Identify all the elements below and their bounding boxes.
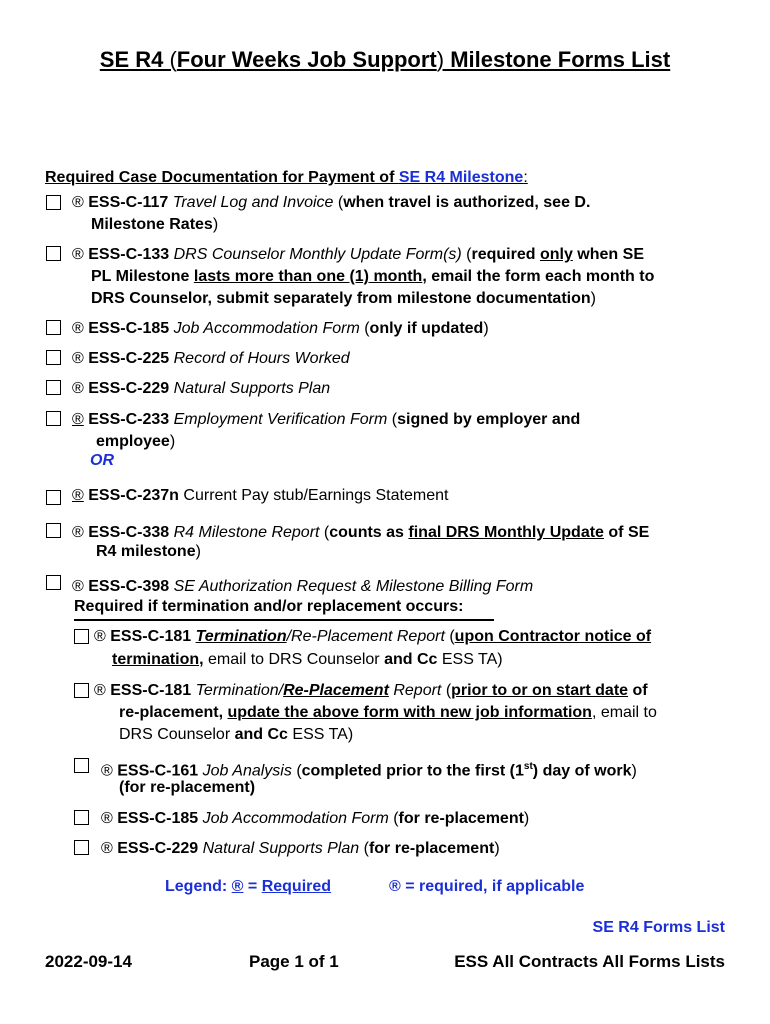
legend: Legend: ® = Required <box>165 878 332 895</box>
or-label: OR <box>90 452 114 469</box>
divider <box>74 619 494 621</box>
checkbox-c181-replacement[interactable] <box>74 683 89 698</box>
checkbox-c181-termination[interactable] <box>74 629 89 644</box>
checkbox-c161[interactable] <box>74 758 89 773</box>
item-c185: ® ESS-C-185 Job Accommodation Form (only if updated) <box>72 320 489 337</box>
section-header: Required Case Documentation for Payment of SE R4 Milestone: <box>45 169 528 186</box>
legend-applicable: ® = required, if applicable <box>389 878 585 895</box>
checkbox-c133[interactable] <box>46 246 61 261</box>
item-c229: ® ESS-C-229 Natural Supports Plan <box>72 380 331 397</box>
footer-list-name: SE R4 Forms List <box>592 919 725 936</box>
checkbox-c117[interactable] <box>46 195 61 210</box>
item-c117: ® ESS-C-117 Travel Log and Invoice (when travel is authorized, see D. <box>72 194 591 211</box>
item-c161: ® ESS-C-161 Job Analysis (completed prior to the first (1st) day of work) <box>101 761 637 780</box>
footer-page-number: Page 1 of 1 <box>249 952 339 971</box>
replacement-subheading: Required if termination and/or replacement occurs: <box>74 598 464 615</box>
item-c233: ® ESS-C-233 Employment Verification Form (signed by employer and <box>72 411 581 428</box>
item-c398: ® ESS-C-398 SE Authorization Request & Milestone Billing Form <box>72 578 534 595</box>
item-c229-replacement: ® ESS-C-229 Natural Supports Plan (for re-placement) <box>101 840 500 857</box>
milestone-link[interactable]: SE R4 Milestone <box>398 169 524 186</box>
checkbox-c185[interactable] <box>46 320 61 335</box>
item-c133: ® ESS-C-133 DRS Counselor Monthly Update Form(s) (required only when SE <box>72 246 644 263</box>
footer-series: ESS All Contracts All Forms Lists <box>454 952 725 971</box>
checkbox-c237n[interactable] <box>46 490 61 505</box>
checkbox-c229-replacement[interactable] <box>74 840 89 855</box>
item-c185-replacement: ® ESS-C-185 Job Accommodation Form (for re-placement) <box>101 810 530 827</box>
item-c181-replacement: ® ESS-C-181 Termination/Re-Placement Report (prior to or on start date of <box>94 682 648 699</box>
footer-date: 2022-09-14 <box>45 952 132 971</box>
page-title: SE R4 (Four Weeks Job Support) Milestone Forms List <box>99 47 671 72</box>
checkbox-c233[interactable] <box>46 411 61 426</box>
checkbox-c229[interactable] <box>46 380 61 395</box>
checkbox-c185-replacement[interactable] <box>74 810 89 825</box>
item-c338: ® ESS-C-338 R4 Milestone Report (counts as final DRS Monthly Update of SE <box>72 524 650 541</box>
checkbox-c398[interactable] <box>46 575 61 590</box>
checkbox-c338[interactable] <box>46 523 61 538</box>
item-c237n: ® ESS-C-237n Current Pay stub/Earnings Statement <box>72 487 449 504</box>
checkbox-c225[interactable] <box>46 350 61 365</box>
item-c181-termination: ® ESS-C-181 Termination/Re-Placement Report (upon Contractor notice of <box>94 628 652 645</box>
item-c225: ® ESS-C-225 Record of Hours Worked <box>72 350 350 367</box>
